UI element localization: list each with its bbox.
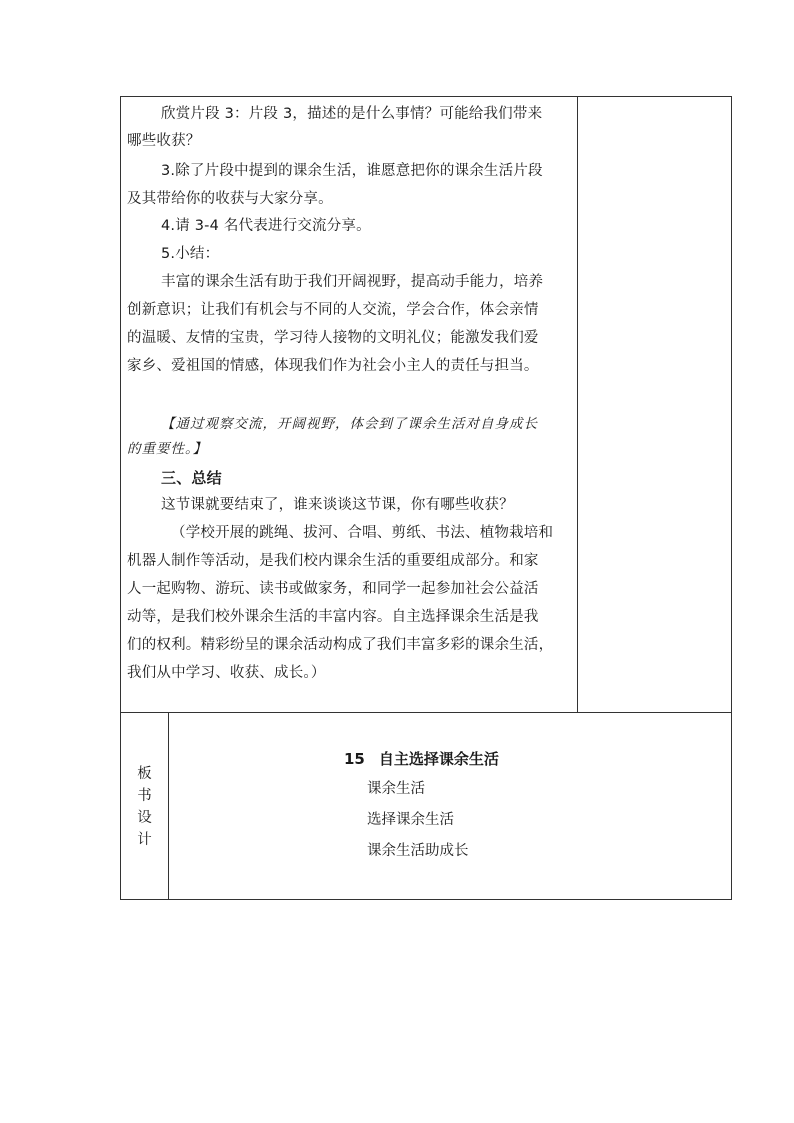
content-line: 哪些收获？ <box>127 133 201 149</box>
content-line: 我们从中学习、收获、成长。） <box>127 665 326 681</box>
notes-cell <box>578 97 731 712</box>
label-char: 计 <box>137 832 152 848</box>
teaching-process-row <box>121 97 731 713</box>
board-title <box>344 748 499 769</box>
label-char: 书 <box>137 788 152 804</box>
board-item: 课余生活 <box>367 781 425 797</box>
content-line: 们的权利。精彩纷呈的课余活动构成了我们丰富多彩的课余生活， <box>127 637 554 653</box>
content-line: 4.请 3-4 名代表进行交流分享。 <box>161 218 371 234</box>
content-line: 3.除了片段中提到的课余生活，谁愿意把你的课余生活片段 <box>161 163 543 179</box>
content-line: 动等，是我们校外课余生活的丰富内容。自主选择课余生活是我 <box>127 609 539 625</box>
section-heading: 三、总结 <box>161 469 222 487</box>
content-line: 创新意识；让我们有机会与不同的人交流，学会合作，体会亲情 <box>127 302 539 318</box>
content-line: 这节课就要结束了，谁来谈谈这节课，你有哪些收获？ <box>161 497 514 513</box>
lesson-table <box>120 96 732 900</box>
content-line: 机器人制作等活动，是我们校内课余生活的重要组成部分。和家 <box>127 553 539 569</box>
content-line: 丰富的课余生活有助于我们开阔视野，提高动手能力，培养 <box>161 274 544 290</box>
label-char: 板 <box>137 766 152 782</box>
board-item: 课余生活助成长 <box>367 843 469 859</box>
content-line: 欣赏片段 3：片段 3，描述的是什么事情？可能给我们带来 <box>161 106 543 122</box>
design-intent-note: 的重要性。】 <box>127 441 208 457</box>
design-intent-note: 【通过观察交流，开阔视野，体会到了课余生活对自身成长 <box>161 416 538 432</box>
content-line: 及其带给你的收获与大家分享。 <box>127 191 333 207</box>
lesson-title: 自主选择课余生活 <box>378 750 499 768</box>
lesson-number: 15 <box>344 750 365 768</box>
content-line: 家乡、爱祖国的情感，体现我们作为社会小主人的责任与担当。 <box>127 358 539 374</box>
content-line: 的温暖、友情的宝贵，学习待人接物的文明礼仪；能激发我们爱 <box>127 330 539 346</box>
board-design-content-cell <box>169 712 731 899</box>
teaching-content-cell <box>121 97 578 712</box>
content-line: 5.小结： <box>161 246 220 262</box>
content-line: （学校开展的跳绳、拔河、合唱、剪纸、书法、植物栽培和 <box>171 525 554 541</box>
board-design-label-cell <box>121 712 169 899</box>
board-design-row <box>121 712 731 899</box>
content-line: 人一起购物、游玩、读书或做家务，和同学一起参加社会公益活 <box>127 581 539 597</box>
board-item: 选择课余生活 <box>367 812 454 828</box>
label-char: 设 <box>137 810 152 826</box>
